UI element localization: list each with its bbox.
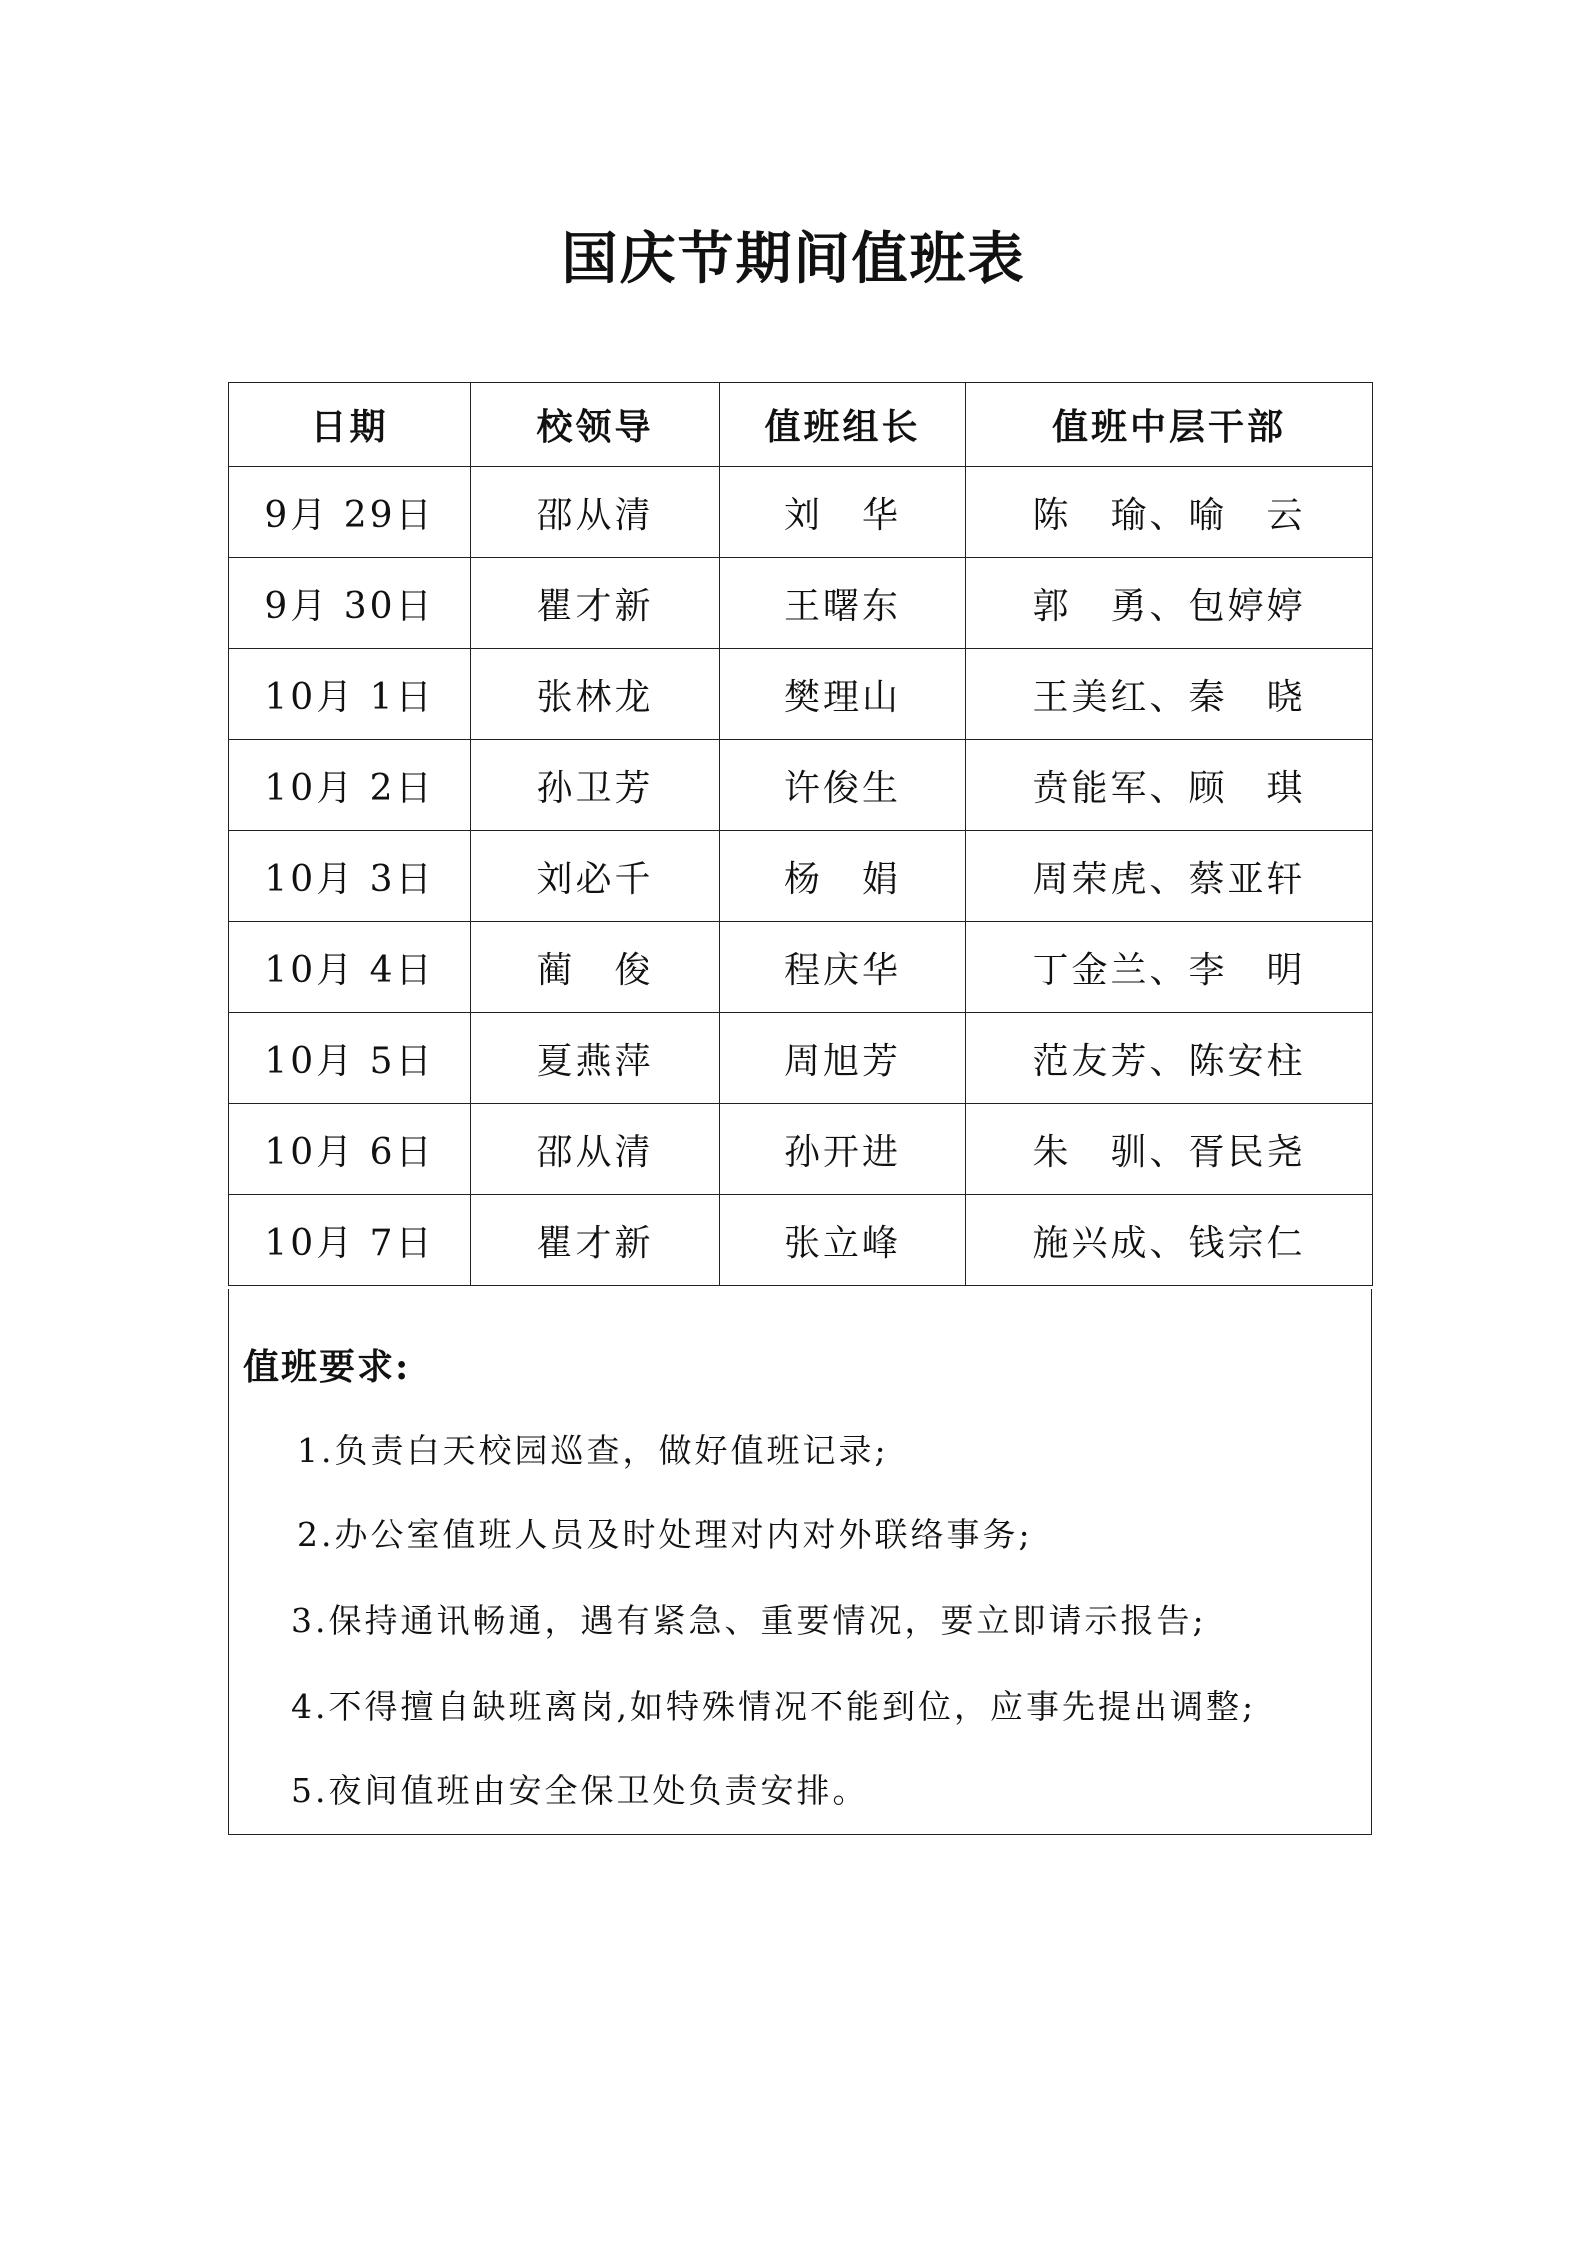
header-date: 日期 [229, 383, 471, 467]
cell-date: 10月 5日 [229, 1013, 471, 1104]
cell-mid-level-cadres: 郭 勇、包婷婷 [966, 558, 1373, 649]
cell-duty-leader: 樊理山 [720, 649, 966, 740]
cell-date: 9月 30日 [229, 558, 471, 649]
cell-school-leader: 孙卫芳 [471, 740, 720, 831]
table-header-row [229, 383, 1373, 467]
table-row [229, 922, 1373, 1013]
table-row [229, 740, 1373, 831]
cell-school-leader: 瞿才新 [471, 558, 720, 649]
cell-date: 9月 29日 [229, 467, 471, 558]
cell-school-leader: 邵从清 [471, 467, 720, 558]
requirement-item: 2.办公室值班人员及时处理对内对外联络事务; [297, 1515, 1033, 1554]
requirement-item: 5.夜间值班由安全保卫处负责安排。 [291, 1771, 869, 1810]
cell-school-leader: 瞿才新 [471, 1195, 720, 1286]
cell-date: 10月 4日 [229, 922, 471, 1013]
cell-date: 10月 1日 [229, 649, 471, 740]
table-row [229, 831, 1373, 922]
table-row [229, 1013, 1373, 1104]
cell-school-leader: 张林龙 [471, 649, 720, 740]
cell-mid-level-cadres: 施兴成、钱宗仁 [966, 1195, 1373, 1286]
cell-school-leader: 邵从清 [471, 1104, 720, 1195]
table-row [229, 558, 1373, 649]
duty-schedule-table [228, 382, 1373, 1286]
cell-mid-level-cadres: 周荣虎、蔡亚轩 [966, 831, 1373, 922]
cell-duty-leader: 孙开进 [720, 1104, 966, 1195]
requirement-item: 4.不得擅自缺班离岗,如特殊情况不能到位，应事先提出调整; [291, 1687, 1257, 1726]
cell-mid-level-cadres: 朱 驯、胥民尧 [966, 1104, 1373, 1195]
table-row [229, 1104, 1373, 1195]
cell-mid-level-cadres: 丁金兰、李 明 [966, 922, 1373, 1013]
cell-date: 10月 2日 [229, 740, 471, 831]
requirement-item: 1.负责白天校园巡查，做好值班记录; [297, 1431, 889, 1470]
document-title: 国庆节期间值班表 [561, 226, 1026, 292]
cell-mid-level-cadres: 王美红、秦 晓 [966, 649, 1373, 740]
cell-school-leader: 夏燕萍 [471, 1013, 720, 1104]
table-row [229, 1195, 1373, 1286]
requirement-item: 3.保持通讯畅通，遇有紧急、重要情况，要立即请示报告; [291, 1601, 1207, 1640]
duty-requirements-box [228, 1289, 1372, 1835]
table-row [229, 467, 1373, 558]
cell-date: 10月 6日 [229, 1104, 471, 1195]
cell-duty-leader: 周旭芳 [720, 1013, 966, 1104]
cell-mid-level-cadres: 贲能军、顾 琪 [966, 740, 1373, 831]
cell-date: 10月 7日 [229, 1195, 471, 1286]
cell-duty-leader: 杨 娟 [720, 831, 966, 922]
cell-duty-leader: 王曙东 [720, 558, 966, 649]
cell-mid-level-cadres: 范友芳、陈安柱 [966, 1013, 1373, 1104]
header-school-leader: 校领导 [471, 383, 720, 467]
cell-duty-leader: 许俊生 [720, 740, 966, 831]
header-duty-leader: 值班组长 [720, 383, 966, 467]
cell-date: 10月 3日 [229, 831, 471, 922]
header-mid-level-cadres: 值班中层干部 [966, 383, 1373, 467]
cell-duty-leader: 程庆华 [720, 922, 966, 1013]
cell-school-leader: 蔺 俊 [471, 922, 720, 1013]
table-row [229, 649, 1373, 740]
cell-duty-leader: 刘 华 [720, 467, 966, 558]
cell-duty-leader: 张立峰 [720, 1195, 966, 1286]
requirements-title: 值班要求: [243, 1346, 411, 1388]
cell-mid-level-cadres: 陈 瑜、喻 云 [966, 467, 1373, 558]
cell-school-leader: 刘必千 [471, 831, 720, 922]
